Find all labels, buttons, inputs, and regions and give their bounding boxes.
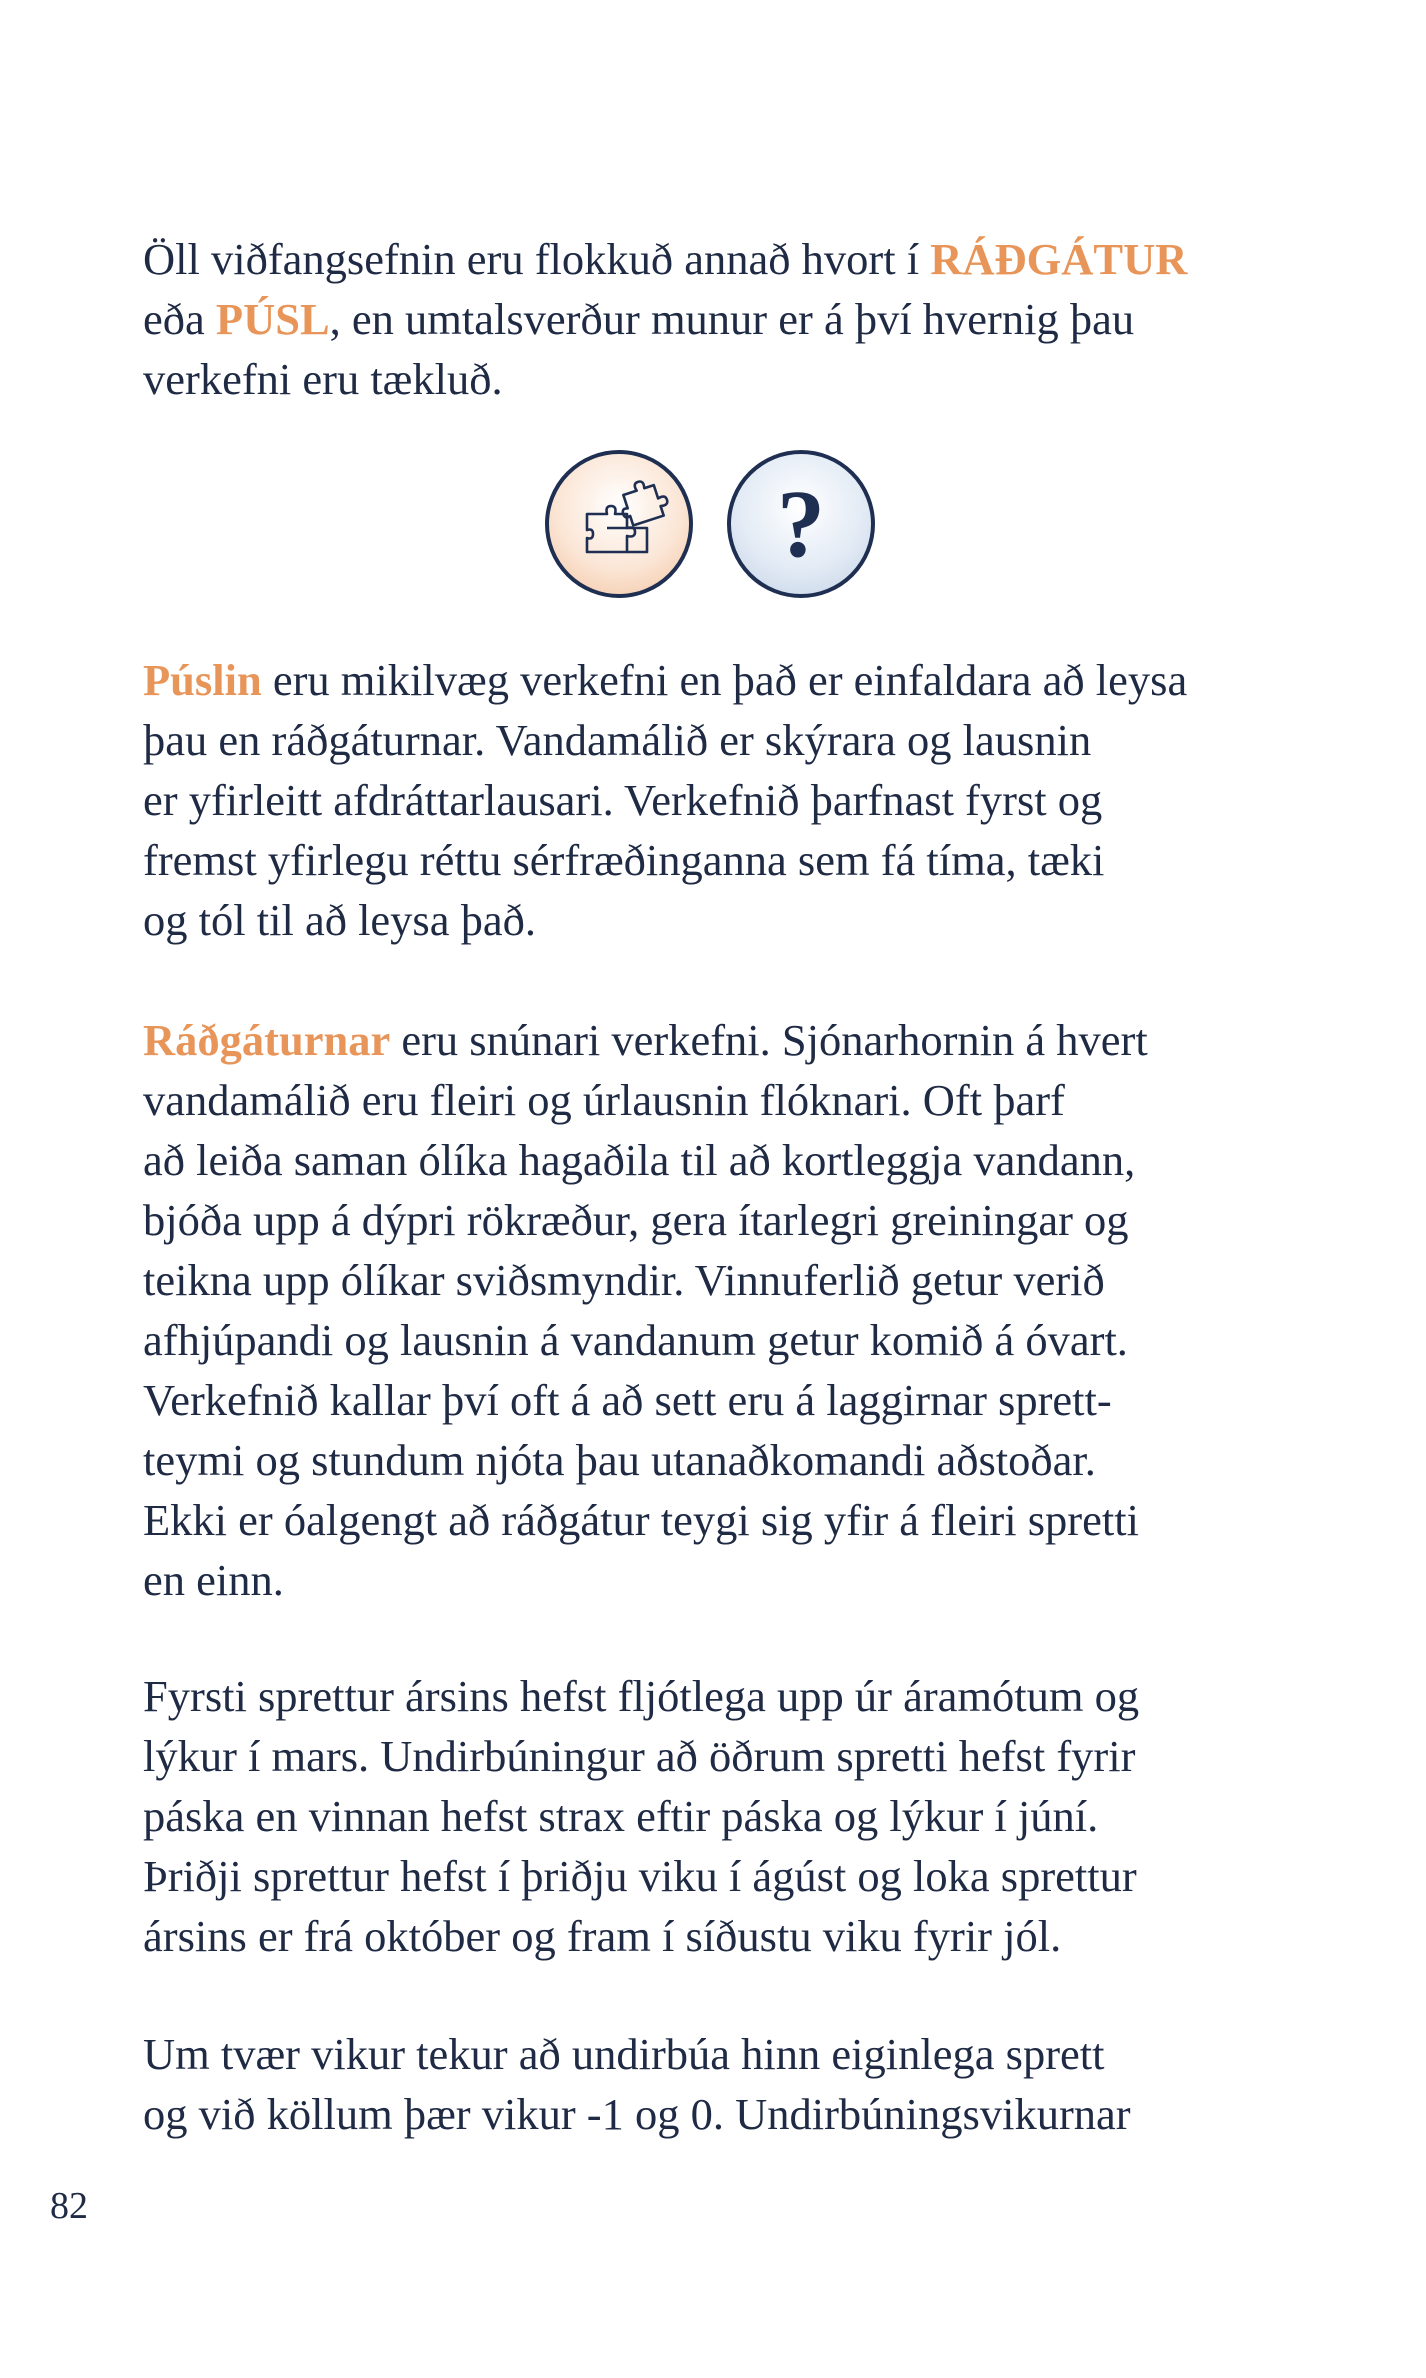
text-line: Öll viðfangsefnin eru flokkuð annað hvort í RÁÐGÁTUR: [143, 234, 1188, 284]
page-number: 82: [50, 2185, 88, 2227]
text-line: Þriðji sprettur hefst í þriðju viku í ágúst og loka sprettur: [143, 1851, 1137, 1901]
category-icons: [545, 450, 885, 610]
accent-radgaturnar: Ráðgáturnar: [143, 1015, 391, 1065]
text-line: eða PÚSL, en umtalsverður munur er á því hvernig þau: [143, 294, 1135, 344]
text-line: Ekki er óalgengt að ráðgátur teygi sig yfir á fleiri spretti: [143, 1495, 1139, 1545]
text-line: er yfirleitt afdráttarlausari. Verkefnið þarfnast fyrst og: [143, 775, 1103, 825]
text-line: Ráðgáturnar eru snúnari verkefni. Sjónarhornin á hvert: [143, 1015, 1148, 1065]
puzzle-icon-graphic: [549, 454, 689, 594]
text-line: teymi og stundum njóta þau utanaðkomandi aðstoðar.: [143, 1435, 1096, 1485]
accent-puslin: Púslin: [143, 655, 262, 705]
text-line: Púslin eru mikilvæg verkefni en það er einfaldara að leysa: [143, 655, 1188, 705]
text-line: að leiða saman ólíka hagaðila til að kortleggja vandann,: [143, 1135, 1136, 1185]
text-line: ársins er frá október og fram í síðustu viku fyrir jól.: [143, 1911, 1062, 1961]
paragraph-undirbuningur: [143, 2024, 1303, 2144]
paragraph-intro: [143, 229, 1303, 409]
puzzle-icon: [545, 450, 693, 598]
text-line: Verkefnið kallar því oft á að sett eru á laggirnar sprett-: [143, 1375, 1112, 1425]
text-line: og tól til að leysa það.: [143, 895, 537, 945]
text-line: og við köllum þær vikur -1 og 0. Undirbúningsvikurnar: [143, 2089, 1131, 2139]
paragraph-puslin: [143, 650, 1303, 950]
paragraph-radgaturnar: [143, 1010, 1303, 1610]
question-icon: [727, 450, 875, 598]
accent-radgatur: RÁÐGÁTUR: [930, 234, 1188, 284]
accent-pusl: PÚSL: [215, 294, 330, 344]
paragraph-sprettir: [143, 1666, 1303, 1966]
text-line: Um tvær vikur tekur að undirbúa hinn eiginlega sprett: [143, 2029, 1105, 2079]
text-line: bjóða upp á dýpri rökræður, gera ítarlegri greiningar og: [143, 1195, 1129, 1245]
text-line: teikna upp ólíkar sviðsmyndir. Vinnuferlið getur verið: [143, 1255, 1105, 1305]
text-line: þau en ráðgáturnar. Vandamálið er skýrara og lausnin: [143, 715, 1092, 765]
text-line: en einn.: [143, 1555, 284, 1605]
text-line: fremst yfirlegu réttu sérfræðinganna sem fá tíma, tæki: [143, 835, 1105, 885]
question-mark-glyph: ?: [777, 470, 825, 577]
text-line: afhjúpandi og lausnin á vandanum getur komið á óvart.: [143, 1315, 1128, 1365]
text-line: verkefni eru tækluð.: [143, 354, 503, 404]
text-line: vandamálið eru fleiri og úrlausnin flóknari. Oft þarf: [143, 1075, 1065, 1125]
text-line: páska en vinnan hefst strax eftir páska og lýkur í júní.: [143, 1791, 1099, 1841]
text-line: lýkur í mars. Undirbúningur að öðrum spretti hefst fyrir: [143, 1731, 1136, 1781]
text-line: Fyrsti sprettur ársins hefst fljótlega upp úr áramótum og: [143, 1671, 1140, 1721]
